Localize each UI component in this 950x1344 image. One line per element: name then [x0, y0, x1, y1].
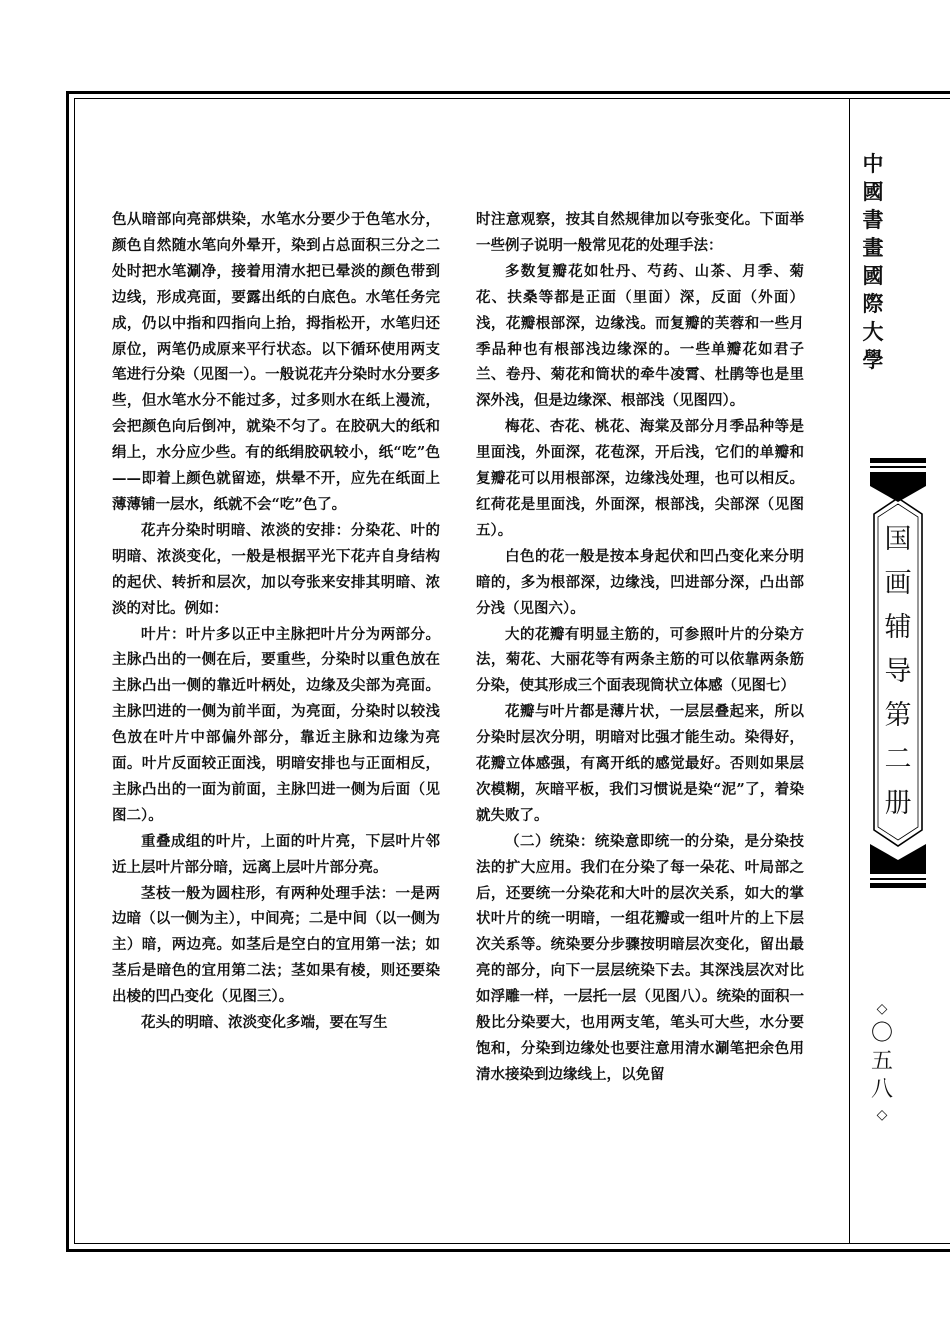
diamond-icon: ◇ — [876, 1107, 888, 1123]
paragraph: 梅花、杏花、桃花、海棠及部分月季品种等是里面浅，外面深，花苞深，开后浅，它们的单瓣和复瓣花可以用根部深，边缘浅处理，也可以相反。红荷花是里面浅，外面深，根部浅，尖部深（见图五）。 — [476, 418, 804, 539]
book-title-char: 第 — [884, 700, 912, 731]
school-name — [858, 150, 888, 374]
page-number — [862, 998, 902, 1126]
paragraph: 花瓣与叶片都是薄片状，一层层叠起来，所以分染时层次分明，明暗对比强才能生动。染得好，花瓣立体感强，有离开纸的感觉最好。否则如果层次模糊，灰暗平板，我们习惯说是染“泥”了，着染就失败了。 — [476, 703, 804, 824]
paragraph: 多数复瓣花如牡丹、芍药、山茶、月季、菊花、扶桑等都是正面（里面）深，反面（外面）浅，花瓣根部深，边缘浅。而复瓣的芙蓉和一些月季品种也有根部浅边缘深的。一些单瓣花如君子兰、卷丹、菊花和筒状的牵牛凌霄、杜鹃等也是里深外浅，但是边缘深、根部浅（见图四）。 — [476, 262, 804, 410]
paragraph: 时注意观察，按其自然规律加以夸张变化。下面举一些例子说明一般常见花的处理手法： — [476, 211, 804, 254]
frame-left-inner-border — [74, 98, 75, 1244]
frame-bottom-border — [66, 1249, 950, 1252]
page-number-char: 八 — [870, 1077, 893, 1102]
school-name-char: 學 — [862, 347, 884, 372]
diamond-icon: ◇ — [876, 1001, 888, 1017]
right-text-column — [476, 207, 804, 1088]
left-text-column — [112, 207, 440, 1036]
school-name-char: 畫 — [862, 235, 884, 260]
frame-top-inner-border — [74, 98, 950, 99]
page-number-char: 五 — [870, 1049, 893, 1074]
page-number-char: 〇 — [870, 1021, 893, 1046]
book-title — [874, 518, 922, 826]
school-name-char: 書 — [862, 207, 884, 232]
paragraph: 大的花瓣有明显主筋的，可参照叶片的分染方法，菊花、大丽花等有两条主筋的可以依靠两条筋分染，使其形成三个面表现筒状立体感（见图七） — [476, 625, 804, 695]
book-title-char: 册 — [884, 788, 912, 819]
school-name-char: 中 — [862, 151, 884, 176]
paragraph: 白色的花一般是按本身起伏和凹凸变化来分明暗的，多为根部深，边缘浅，凹进部分深，凸出部分浅（见图六）。 — [476, 547, 804, 617]
school-name-char: 際 — [862, 291, 884, 316]
paragraph: 茎枝一般为圆柱形，有两种处理手法：一是两边暗（以一侧为主），中间亮；二是中间（以一侧为主）暗，两边亮。如茎后是空白的宜用第一法；如茎后是暗色的宜用第二法；茎如果有棱，则还要染出棱的凹凸变化（见图三）。 — [112, 884, 440, 1006]
school-name-char: 大 — [862, 319, 884, 344]
book-title-char: 辅 — [884, 612, 912, 643]
frame-left-border — [66, 91, 69, 1252]
paragraph: 叶片：叶片多以正中主脉把叶片分为两部分。主脉凸出的一侧在后，要重些，分染时以重色放在主脉凸出一侧的靠近叶柄处，边缘及尖部为亮面。主脉凹进的一侧为前半面，为亮面，分染时以较浅色放在叶片中部偏外部分，靠近主脉和边缘为亮面。叶片反面较正面浅，明暗安排也与正面相反，主脉凸出的一面为前面，主脉凹进一侧为后面（见图二）。 — [112, 625, 440, 824]
paragraph: 花头的明暗、浓淡变化多端，要在写生 — [141, 1014, 388, 1032]
frame-top-border — [66, 91, 950, 94]
paragraph: （二）统染：统染意即统一的分染，是分染技法的扩大应用。我们在分染了每一朵花、叶局部之后，还要统一分染花和大叶的层次关系，如大的掌状叶片的统一明暗，一组花瓣或一组叶片的上下层次关系等。统染要分步骤按明暗层次变化，留出最亮的部分，向下一层层统染下去。其深浅层次对比如浮雕一样，一层托一层（见图八）。统染的面积一般比分染要大，也用两支笔，笔头可大些，水分要饱和，分染到边缘处也要注意用清水涮笔把余色用清水接染到边缘线上，以免留 — [476, 832, 804, 1083]
book-title-char: 导 — [884, 656, 912, 687]
paragraph: 色从暗部向亮部烘染，水笔水分要少于色笔水分，颜色自然随水笔向外晕开，染到占总面积三分之二处时把水笔涮净，接着用清水把已晕淡的颜色带到边线，形成亮面，要露出纸的白底色。水笔任务完成，仍以中指和四指向上抬，拇指松开，水笔归还原位，两笔仍成原来平行状态。以下循环使用两支笔进行分染（见图一）。一般说花卉分染时水分要多些，但水笔水分不能过多，过多则水在纸上漫流，会把颜色向后倒冲，就染不匀了。在胶矾大的纸和绢上，水分应少些。有的纸绢胶矾较小，纸“吃”色——即着上颜色就留迹，烘晕不开，应先在纸面上薄薄铺一层水，纸就不会“吃”色了。 — [112, 211, 440, 513]
paragraph: 花卉分染时明暗、浓淡的安排：分染花、叶的明暗、浓淡变化，一般是根据平光下花卉自身结构的起伏、转折和层次，加以夸张来安排其明暗、浓淡的对比。例如： — [112, 521, 440, 617]
book-title-char: 画 — [884, 568, 912, 599]
school-name-char: 國 — [862, 179, 884, 204]
book-title-char: 国 — [884, 524, 912, 555]
frame-bottom-inner-border — [74, 1243, 950, 1244]
book-title-char: 二 — [884, 744, 912, 775]
school-name-char: 國 — [862, 263, 884, 288]
sidebar-divider — [849, 98, 850, 1244]
paragraph: 重叠成组的叶片，上面的叶片亮，下层叶片邻近上层叶片部分暗，远离上层叶片部分亮。 — [112, 832, 440, 876]
